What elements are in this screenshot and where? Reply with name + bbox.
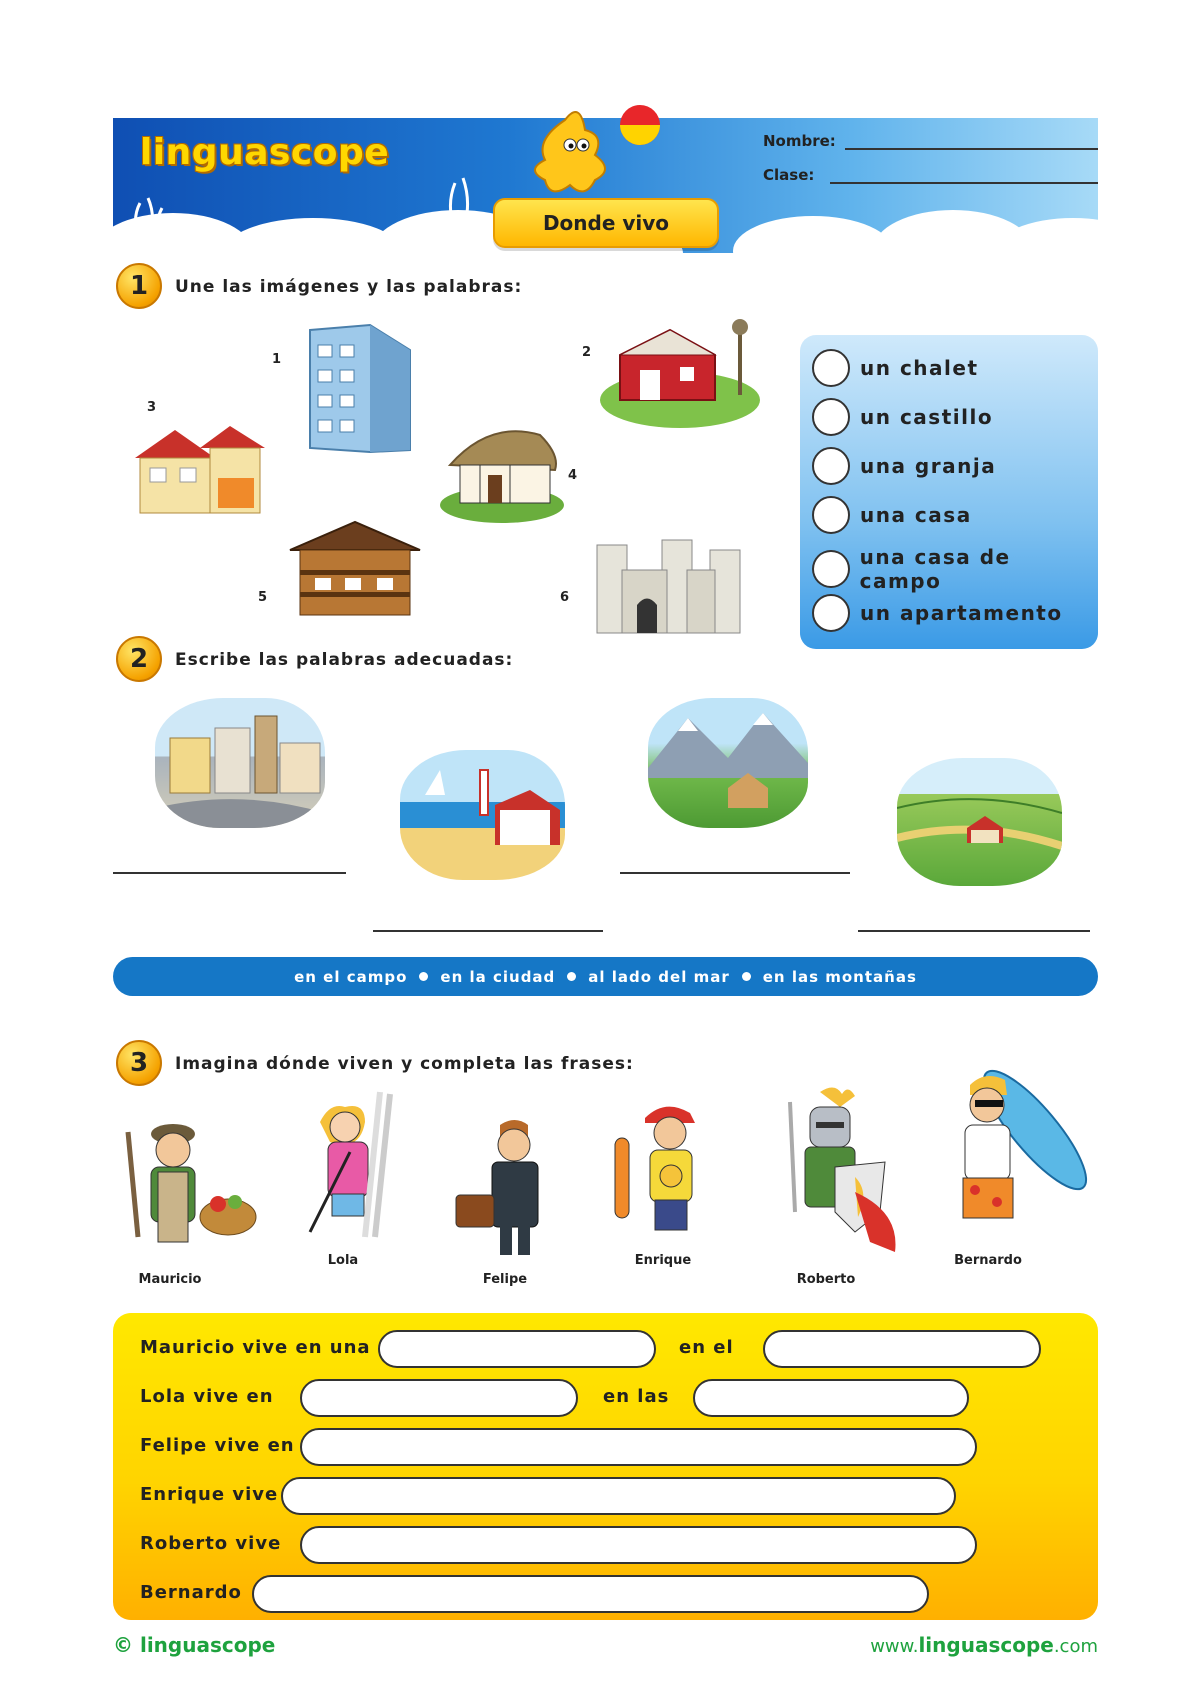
mountain-scene (648, 698, 808, 828)
businessman-figure (450, 1110, 580, 1260)
picture-number-6: 6 (560, 590, 570, 605)
lola-field-1[interactable] (300, 1379, 578, 1417)
sentence-lola-2: en las (603, 1386, 670, 1407)
class-field[interactable] (830, 182, 1098, 184)
roberto-field[interactable] (300, 1526, 977, 1564)
bullet-icon (419, 972, 428, 981)
sentence-enrique: Enrique vive (140, 1484, 279, 1505)
bernardo-field[interactable] (252, 1575, 929, 1613)
answer-line-seaside[interactable] (373, 930, 603, 932)
bullet-icon (742, 972, 751, 981)
answer-circle[interactable] (812, 349, 850, 387)
name-field[interactable] (845, 148, 1098, 150)
answer-circle[interactable] (812, 447, 850, 485)
option-una-casa-de-campo: una casa de campo (812, 545, 1098, 593)
answer-line-city[interactable] (113, 872, 346, 874)
character-name-mauricio: Mauricio (138, 1272, 202, 1287)
answer-circle[interactable] (812, 398, 850, 436)
picture-number-3: 3 (147, 400, 157, 415)
mascot-icon (525, 100, 675, 210)
word-bank-item: en las montañas (762, 967, 917, 986)
mauricio-field-1[interactable] (378, 1330, 656, 1368)
sentence-lola: Lola vive en (140, 1386, 274, 1407)
answer-line-countryside[interactable] (858, 930, 1090, 932)
option-un-apartamento: un apartamento (812, 594, 1063, 632)
section-2-number: 2 (116, 636, 162, 682)
farmer-figure (113, 1112, 263, 1252)
picture-number-2: 2 (582, 345, 592, 360)
footer-url-name: linguascope (918, 1633, 1054, 1657)
seaside-scene (400, 750, 565, 880)
picture-number-5: 5 (258, 590, 268, 605)
city-scene (155, 698, 325, 828)
farm-picture (600, 315, 765, 430)
character-name-roberto: Roberto (796, 1272, 856, 1287)
footer-copyright: © linguascope (113, 1633, 276, 1657)
section-3-instruction: Imagina dónde viven y completa las frases: (175, 1054, 634, 1074)
lola-field-2[interactable] (693, 1379, 969, 1417)
sentence-mauricio: Mauricio vive en una (140, 1337, 371, 1358)
answer-circle[interactable] (812, 594, 850, 632)
character-name-lola: Lola (327, 1253, 359, 1268)
bullet-icon (567, 972, 576, 981)
seaweed-icon (443, 163, 483, 223)
answer-circle[interactable] (812, 496, 850, 534)
apartment-picture (300, 320, 415, 455)
mauricio-field-2[interactable] (763, 1330, 1041, 1368)
skater-figure (605, 1088, 725, 1243)
footer-url[interactable] (870, 1633, 1098, 1657)
section-1-number: 1 (116, 263, 162, 309)
footer-url-suffix: .com (1053, 1636, 1098, 1657)
sentence-mauricio-2: en el (679, 1337, 734, 1358)
word-bank (113, 957, 1098, 996)
sentence-box (113, 1313, 1098, 1620)
countryside-scene (897, 758, 1062, 886)
skier-figure (290, 1082, 420, 1242)
option-una-granja: una granja (812, 447, 996, 485)
word-bank-item: en el campo (294, 967, 408, 986)
word-bank-item: al lado del mar (588, 967, 730, 986)
option-un-castillo: un castillo (812, 398, 993, 436)
surfer-figure (915, 1060, 1090, 1235)
page-title: Donde vivo (493, 198, 719, 248)
character-name-enrique: Enrique (634, 1253, 692, 1268)
option-una-casa: una casa (812, 496, 972, 534)
word-bank-item: en la ciudad (440, 967, 556, 986)
felipe-field[interactable] (300, 1428, 977, 1466)
castle-picture (592, 530, 747, 635)
class-label: Clase: (763, 166, 815, 184)
cottage-picture (440, 410, 565, 525)
picture-number-4: 4 (568, 468, 578, 483)
chalet-picture (285, 520, 425, 620)
footer-url-prefix: www. (870, 1636, 919, 1657)
enrique-field[interactable] (281, 1477, 956, 1515)
sentence-bernardo: Bernardo (140, 1582, 242, 1603)
answer-circle[interactable] (812, 550, 850, 588)
knight-figure (760, 1082, 910, 1257)
option-un-chalet: un chalet (812, 349, 979, 387)
character-name-bernardo: Bernardo (954, 1253, 1022, 1268)
section-3-number: 3 (116, 1040, 162, 1086)
name-label: Nombre: (763, 132, 836, 150)
answer-line-mountains[interactable] (620, 872, 850, 874)
sentence-felipe: Felipe vive en (140, 1435, 295, 1456)
character-name-felipe: Felipe (482, 1272, 528, 1287)
house-picture (130, 418, 270, 518)
section-1-instruction: Une las imágenes y las palabras: (175, 277, 523, 297)
section-2-instruction: Escribe las palabras adecuadas: (175, 650, 514, 670)
linguascope-logo: linguascope (140, 132, 390, 173)
options-panel (800, 335, 1098, 649)
seaweed-icon (128, 178, 168, 238)
picture-number-1: 1 (272, 352, 282, 367)
sentence-roberto: Roberto vive (140, 1533, 282, 1554)
